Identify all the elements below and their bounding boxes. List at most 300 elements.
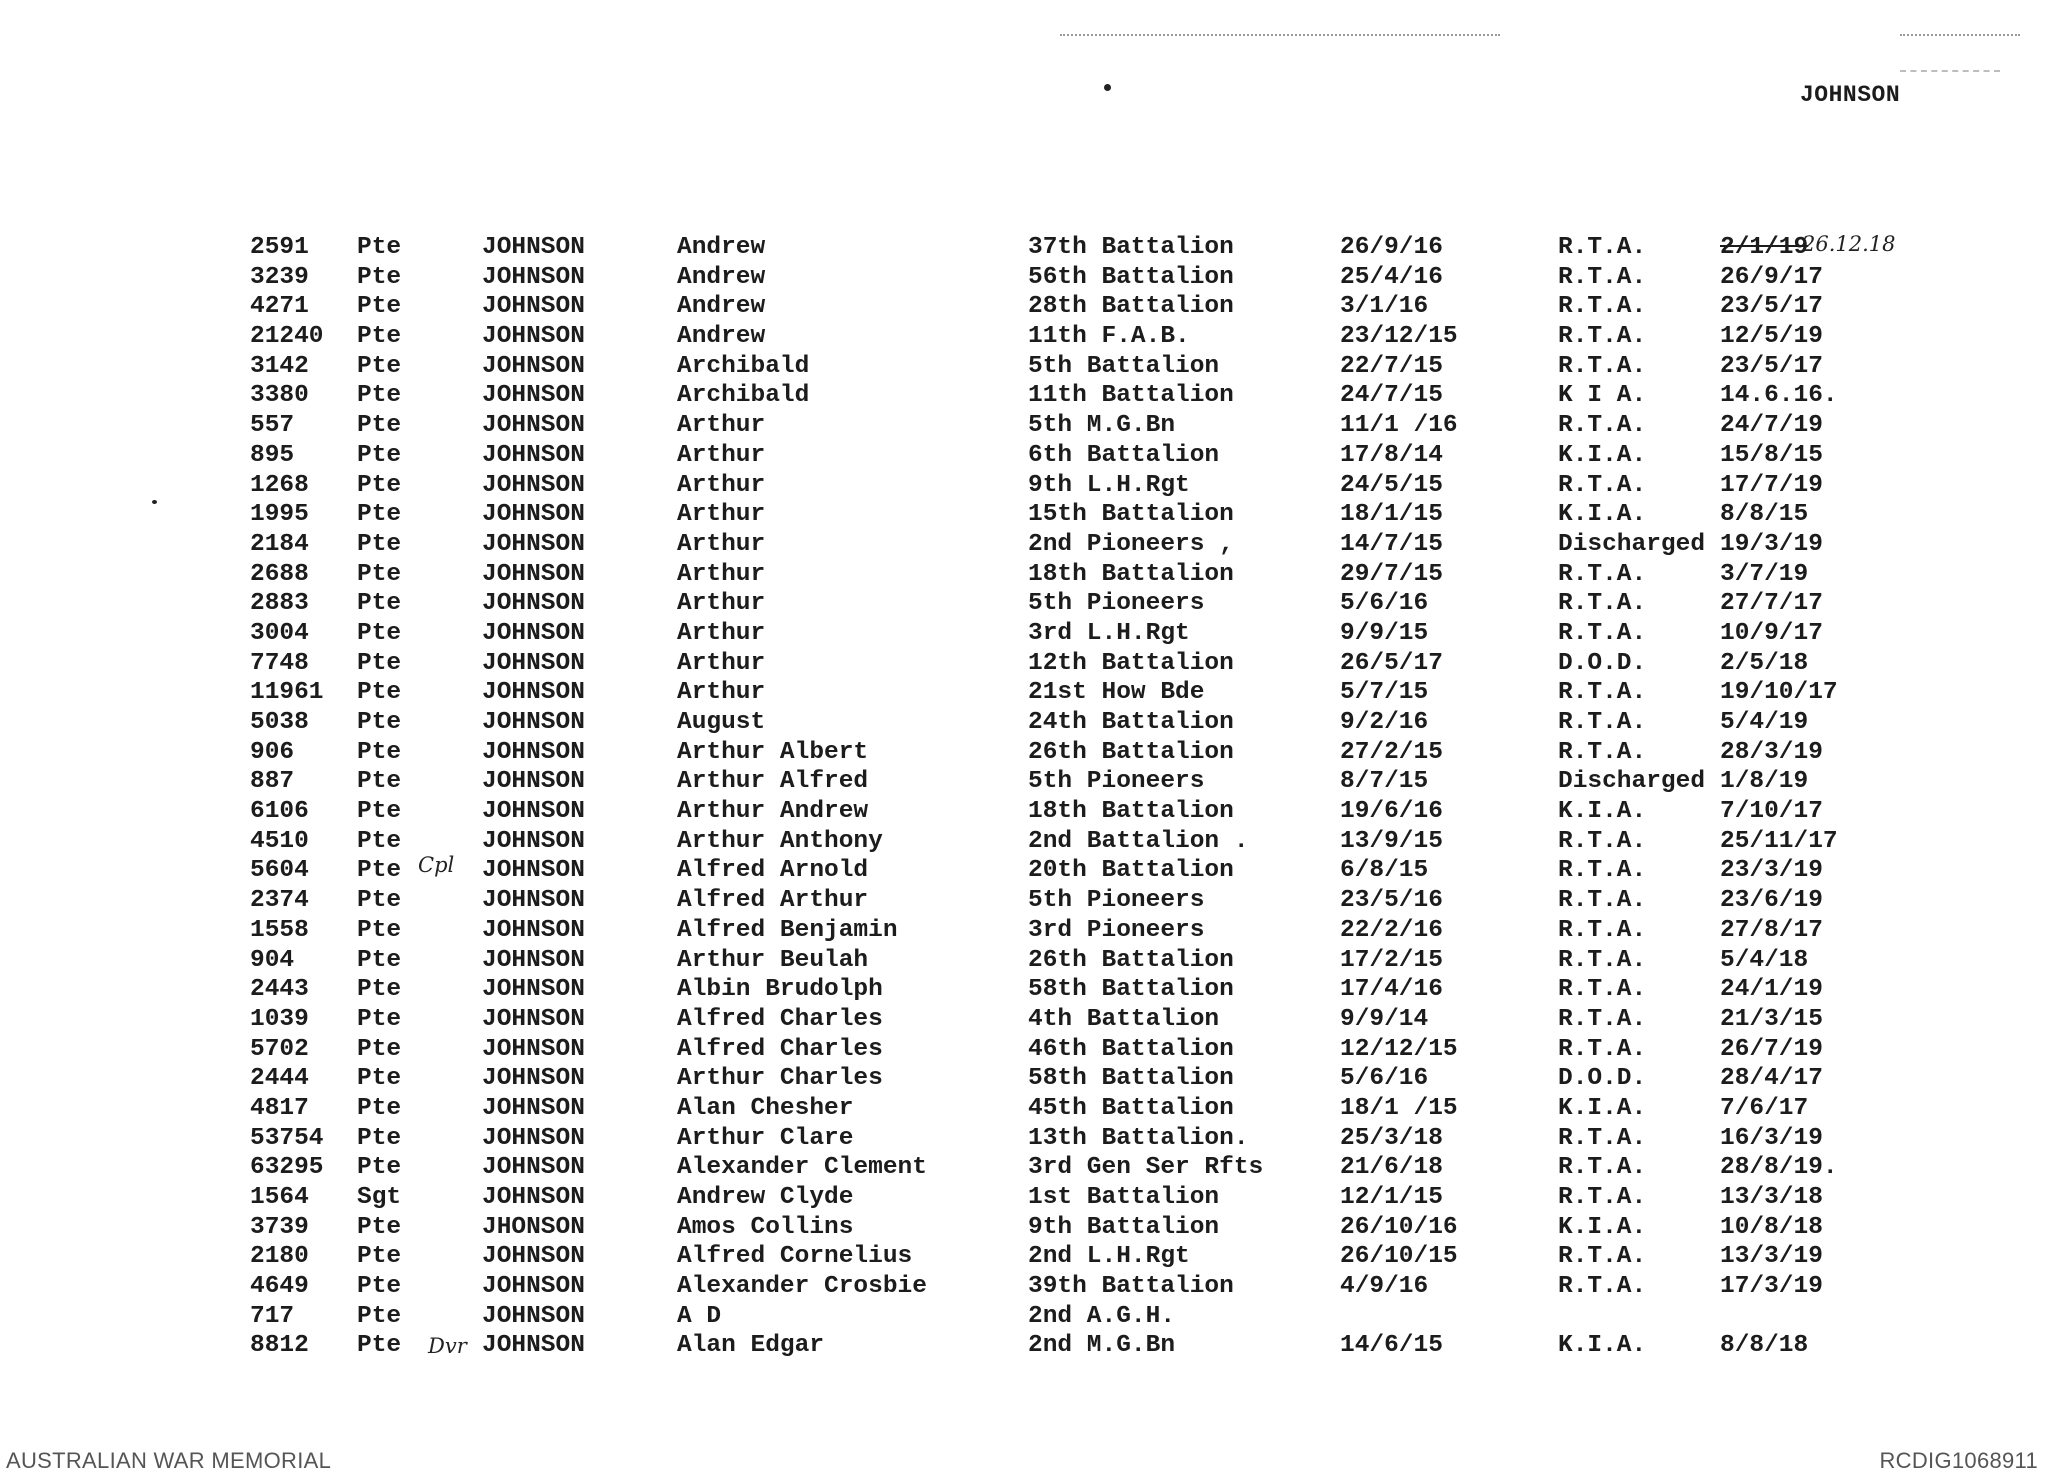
enlistment-date: 29/7/15 (1340, 560, 1443, 588)
enlistment-date: 18/1/15 (1340, 501, 1443, 529)
enlistment-date: 23/12/15 (1340, 323, 1458, 351)
fate: K.I.A. (1558, 501, 1647, 529)
table-row (250, 1006, 2020, 1036)
rank: Pte (357, 1273, 402, 1301)
rank: Pte (357, 1332, 402, 1360)
table-row (250, 353, 2020, 383)
table-row (250, 501, 2020, 531)
unit: 11th F.A.B. (1028, 323, 1190, 351)
table-row (250, 679, 2020, 709)
unit: 5th Pioneers (1028, 590, 1205, 618)
table-row (250, 1095, 2020, 1125)
surname: JOHNSON (482, 679, 585, 707)
service-number: 8812 (250, 1332, 309, 1360)
unit: 5th Pioneers (1028, 887, 1205, 915)
given-names: Alan Edgar (677, 1332, 825, 1360)
fate: R.T.A. (1558, 471, 1647, 499)
rank: Pte (357, 1035, 402, 1063)
fate: R.T.A. (1558, 412, 1647, 440)
unit: 3rd Pioneers (1028, 916, 1205, 944)
fate: R.T.A. (1558, 827, 1647, 855)
enlistment-date: 26/10/16 (1340, 1213, 1458, 1241)
surname: JOHNSON (482, 263, 585, 291)
service-number: 2443 (250, 976, 309, 1004)
fate: R.T.A. (1558, 619, 1647, 647)
surname: JOHNSON (482, 798, 585, 826)
given-names: Andrew (677, 234, 766, 261)
table-row (250, 798, 2020, 828)
surname: JOHNSON (482, 619, 585, 647)
fate: K.I.A. (1558, 1332, 1647, 1360)
service-record-list (250, 234, 2020, 1362)
given-names: Alfred Cornelius (677, 1243, 913, 1271)
table-row (250, 382, 2020, 412)
rank: Pte (357, 471, 402, 499)
fate-date: 26/9/17 (1720, 263, 1823, 291)
fate-date: 1/8/19 (1720, 768, 1809, 796)
rank: Pte (357, 798, 402, 826)
enlistment-date: 12/12/15 (1340, 1035, 1458, 1063)
table-row (250, 887, 2020, 917)
fate: R.T.A. (1558, 234, 1647, 261)
fate: R.T.A. (1558, 1243, 1647, 1271)
enlistment-date: 13/9/15 (1340, 827, 1443, 855)
surname: JOHNSON (482, 1243, 585, 1271)
fate: R.T.A. (1558, 1035, 1647, 1063)
fate: R.T.A. (1558, 857, 1647, 885)
fate-date: 28/3/19 (1720, 738, 1823, 766)
enlistment-date: 17/8/14 (1340, 441, 1443, 469)
rank: Pte (357, 323, 402, 351)
fate-date: 19/10/17 (1720, 679, 1838, 707)
unit: 6th Battalion (1028, 441, 1220, 469)
rank: Pte (357, 501, 402, 529)
surname: JOHNSON (482, 857, 585, 885)
service-number: 3239 (250, 263, 309, 291)
given-names: Andrew (677, 293, 766, 321)
surname: JOHNSON (482, 1035, 585, 1063)
surname: JOHNSON (482, 946, 585, 974)
surname: JOHNSON (482, 1184, 585, 1211)
given-names: Alfred Charles (677, 1035, 883, 1063)
service-number: 895 (250, 441, 295, 469)
service-number: 4817 (250, 1094, 309, 1122)
fate: R.T.A. (1558, 323, 1647, 351)
unit: 58th Battalion (1028, 1065, 1234, 1093)
surname: JOHNSON (482, 738, 585, 766)
fate: Discharged (1558, 530, 1706, 558)
table-row (250, 1154, 2020, 1184)
rank: Pte (357, 1005, 402, 1033)
surname: JOHNSON (482, 352, 585, 380)
service-number: 1039 (250, 1005, 309, 1033)
given-names: Archibald (677, 382, 810, 410)
fate-date: 3/7/19 (1720, 560, 1809, 588)
fate-date: 2/5/18 (1720, 649, 1809, 677)
given-names: A D (677, 1302, 722, 1330)
rank: Pte (357, 1154, 402, 1182)
given-names: Arthur (677, 619, 766, 647)
given-names: Alan Chesher (677, 1094, 854, 1122)
unit: 5th Pioneers (1028, 768, 1205, 796)
table-row (250, 264, 2020, 294)
given-names: Arthur (677, 560, 766, 588)
fate: K.I.A. (1558, 441, 1647, 469)
service-number: 53754 (250, 1124, 324, 1152)
fate-date: 17/7/19 (1720, 471, 1823, 499)
fate: R.T.A. (1558, 293, 1647, 321)
rank: Sgt (357, 1184, 402, 1211)
rank: Pte (357, 263, 402, 291)
service-number: 906 (250, 738, 295, 766)
enlistment-date: 14/7/15 (1340, 530, 1443, 558)
service-number: 557 (250, 412, 295, 440)
rank: Pte (357, 768, 402, 796)
fate: K.I.A. (1558, 1213, 1647, 1241)
enlistment-date: 18/1 /15 (1340, 1094, 1458, 1122)
table-row (250, 1184, 2020, 1214)
fate-date: 16/3/19 (1720, 1124, 1823, 1152)
given-names: Alfred Arthur (677, 887, 869, 915)
table-row (250, 828, 2020, 858)
table-row (250, 472, 2020, 502)
unit: 9th Battalion (1028, 1213, 1220, 1241)
fate-date: 27/7/17 (1720, 590, 1823, 618)
rank: Pte (357, 946, 402, 974)
enlistment-date: 5/6/16 (1340, 1065, 1429, 1093)
rank: Pte (357, 827, 402, 855)
fate-date: 26/7/19 (1720, 1035, 1823, 1063)
fate-date: 13/3/19 (1720, 1243, 1823, 1271)
enlistment-date: 25/4/16 (1340, 263, 1443, 291)
given-names: Alexander Crosbie (677, 1273, 927, 1301)
surname: JOHNSON (482, 441, 585, 469)
unit: 5th M.G.Bn (1028, 412, 1176, 440)
given-names: Arthur Charles (677, 1065, 883, 1093)
table-row (250, 531, 2020, 561)
ink-speck (152, 500, 157, 504)
service-number: 887 (250, 768, 295, 796)
enlistment-date: 14/6/15 (1340, 1332, 1443, 1360)
enlistment-date: 22/7/15 (1340, 352, 1443, 380)
table-row (250, 1214, 2020, 1244)
fate-date: 19/3/19 (1720, 530, 1823, 558)
unit: 2nd L.H.Rgt (1028, 1243, 1190, 1271)
fate-date: 25/11/17 (1720, 827, 1838, 855)
fate: R.T.A. (1558, 976, 1647, 1004)
footer-archive-name: AUSTRALIAN WAR MEMORIAL (6, 1448, 332, 1473)
table-row (250, 561, 2020, 591)
service-number: 4271 (250, 293, 309, 321)
fate-date: 23/5/17 (1720, 293, 1823, 321)
table-row (250, 442, 2020, 472)
service-number: 6106 (250, 798, 309, 826)
fate: R.T.A. (1558, 738, 1647, 766)
fate: R.T.A. (1558, 1005, 1647, 1033)
fate: R.T.A. (1558, 1124, 1647, 1152)
surname: JOHNSON (482, 709, 585, 736)
fate-date: 24/1/19 (1720, 976, 1823, 1004)
given-names: Arthur Anthony (677, 827, 883, 855)
given-names: Alfred Benjamin (677, 916, 898, 944)
given-names: Archibald (677, 352, 810, 380)
surname: JOHNSON (482, 1332, 585, 1360)
given-names: Albin Brudolph (677, 976, 883, 1004)
fate: D.O.D. (1558, 649, 1647, 677)
handwritten-annotation: Dvr (428, 1334, 467, 1359)
rank: Pte (357, 738, 402, 766)
enlistment-date: 5/7/15 (1340, 679, 1429, 707)
enlistment-date: 3/1/16 (1340, 293, 1429, 321)
surname: JOHNSON (482, 916, 585, 944)
top-dashed-rule-right (1900, 70, 2000, 72)
fate-date: 23/5/17 (1720, 352, 1823, 380)
given-names: Amos Collins (677, 1213, 854, 1241)
fate-date: 10/9/17 (1720, 619, 1823, 647)
rank: Pte (357, 590, 402, 618)
fate-date: 17/3/19 (1720, 1273, 1823, 1301)
given-names: Alfred Arnold (677, 857, 869, 885)
surname: JOHNSON (482, 976, 585, 1004)
rank: Pte (357, 293, 402, 321)
given-names: Arthur (677, 412, 766, 440)
surname: JOHNSON (482, 649, 585, 677)
fate: R.T.A. (1558, 1154, 1647, 1182)
rank: Pte (357, 619, 402, 647)
rank: Pte (357, 1124, 402, 1152)
given-names: Arthur Alfred (677, 768, 869, 796)
enlistment-date: 11/1 /16 (1340, 412, 1458, 440)
given-names: Arthur (677, 471, 766, 499)
fate-date: 7/10/17 (1720, 798, 1823, 826)
surname: JOHNSON (482, 590, 585, 618)
fate-date: 28/8/19. (1720, 1154, 1838, 1182)
given-names: Andrew Clyde (677, 1184, 854, 1211)
table-row (250, 1065, 2020, 1095)
fate: R.T.A. (1558, 946, 1647, 974)
rank: Pte (357, 1243, 402, 1271)
surname: JOHNSON (482, 1302, 585, 1330)
rank: Pte (357, 1094, 402, 1122)
service-number: 3004 (250, 619, 309, 647)
service-number: 63295 (250, 1154, 324, 1182)
table-row (250, 1332, 2020, 1362)
surname: JOHNSON (482, 768, 585, 796)
surname: JOHNSON (482, 530, 585, 558)
service-number: 904 (250, 946, 295, 974)
rank: Pte (357, 234, 402, 261)
surname: JOHNSON (482, 501, 585, 529)
surname: JOHNSON (482, 560, 585, 588)
enlistment-date: 24/7/15 (1340, 382, 1443, 410)
table-row (250, 853, 2020, 887)
fate-date: 23/6/19 (1720, 887, 1823, 915)
enlistment-date: 27/2/15 (1340, 738, 1443, 766)
fate: K.I.A. (1558, 798, 1647, 826)
unit: 5th Battalion (1028, 352, 1220, 380)
footer-record-id: RCDIG1068911 (1879, 1448, 2038, 1473)
table-row (250, 620, 2020, 650)
fate-date: 8/8/15 (1720, 501, 1809, 529)
fate-date: 5/4/18 (1720, 946, 1809, 974)
enlistment-date: 22/2/16 (1340, 916, 1443, 944)
rank: Pte (357, 857, 402, 885)
service-number: 717 (250, 1302, 295, 1330)
unit: 58th Battalion (1028, 976, 1234, 1004)
surname: JOHNSON (482, 887, 585, 915)
surname: JOHNSON (482, 1065, 585, 1093)
fate-date: 8/8/18 (1720, 1332, 1809, 1360)
table-row (250, 293, 2020, 323)
unit: 39th Battalion (1028, 1273, 1234, 1301)
fate-date: 5/4/19 (1720, 709, 1809, 736)
service-number: 3739 (250, 1213, 309, 1241)
handwritten-annotation: 26.12.18 (1802, 232, 1896, 256)
rank: Pte (357, 560, 402, 588)
enlistment-date: 23/5/16 (1340, 887, 1443, 915)
given-names: Arthur Beulah (677, 946, 869, 974)
rank: Pte (357, 1065, 402, 1093)
fate: K.I.A. (1558, 1094, 1647, 1122)
table-row (250, 709, 2020, 739)
table-row (250, 739, 2020, 769)
fate-date: 28/4/17 (1720, 1065, 1823, 1093)
given-names: Arthur (677, 649, 766, 677)
given-names: Arthur Andrew (677, 798, 869, 826)
fate: R.T.A. (1558, 560, 1647, 588)
service-number: 5604 (250, 857, 309, 885)
unit: 2nd M.G.Bn (1028, 1332, 1176, 1360)
fate-date: 23/3/19 (1720, 857, 1823, 885)
fate: R.T.A. (1558, 352, 1647, 380)
service-number: 2184 (250, 530, 309, 558)
fate-date: 13/3/18 (1720, 1184, 1823, 1211)
unit: 2nd Battalion . (1028, 827, 1249, 855)
enlistment-date: 19/6/16 (1340, 798, 1443, 826)
given-names: Andrew (677, 263, 766, 291)
enlistment-date: 9/2/16 (1340, 709, 1429, 736)
table-row (250, 947, 2020, 977)
handwritten-annotation: Cpl (418, 853, 455, 878)
table-row (250, 1273, 2020, 1303)
fate: D.O.D. (1558, 1065, 1647, 1093)
rank: Pte (357, 530, 402, 558)
given-names: August (677, 709, 766, 736)
rank: Pte (357, 887, 402, 915)
rank: Pte (357, 916, 402, 944)
unit: 24th Battalion (1028, 709, 1234, 736)
given-names: Arthur Clare (677, 1124, 854, 1152)
service-number: 1558 (250, 916, 309, 944)
unit: 46th Battalion (1028, 1035, 1234, 1063)
enlistment-date: 25/3/18 (1340, 1124, 1443, 1152)
table-row (250, 234, 2020, 264)
rank: Pte (357, 679, 402, 707)
fate: R.T.A. (1558, 1273, 1647, 1301)
unit: 11th Battalion (1028, 382, 1234, 410)
enlistment-date: 26/9/16 (1340, 234, 1443, 261)
service-number: 11961 (250, 679, 324, 707)
fate: K I A. (1558, 382, 1647, 410)
unit: 2nd Pioneers , (1028, 530, 1234, 558)
unit: 37th Battalion (1028, 234, 1234, 261)
unit: 12th Battalion (1028, 649, 1234, 677)
enlistment-date: 8/7/15 (1340, 768, 1429, 796)
unit: 9th L.H.Rgt (1028, 471, 1190, 499)
service-number: 4510 (250, 827, 309, 855)
unit: 3rd L.H.Rgt (1028, 619, 1190, 647)
service-number: 2688 (250, 560, 309, 588)
table-row (250, 917, 2020, 947)
service-number: 1268 (250, 471, 309, 499)
rank: Pte (357, 441, 402, 469)
surname: JOHNSON (482, 234, 585, 261)
unit: 2nd A.G.H. (1028, 1302, 1176, 1330)
unit: 3rd Gen Ser Rfts (1028, 1154, 1264, 1182)
surname: JOHNSON (482, 1154, 585, 1182)
top-dotted-rule (1060, 34, 1500, 36)
table-row (250, 323, 2020, 353)
service-number: 2883 (250, 590, 309, 618)
enlistment-date: 4/9/16 (1340, 1273, 1429, 1301)
service-number: 4649 (250, 1273, 309, 1301)
enlistment-date: 17/2/15 (1340, 946, 1443, 974)
table-row (250, 1036, 2020, 1066)
surname: JOHNSON (482, 1094, 585, 1122)
fate: R.T.A. (1558, 887, 1647, 915)
fate: R.T.A. (1558, 709, 1647, 736)
surname: JOHNSON (482, 1005, 585, 1033)
given-names: Arthur (677, 590, 766, 618)
unit: 1st Battalion (1028, 1184, 1220, 1211)
enlistment-date: 5/6/16 (1340, 590, 1429, 618)
surname: JOHNSON (482, 1124, 585, 1152)
enlistment-date: 24/5/15 (1340, 471, 1443, 499)
enlistment-date: 26/5/17 (1340, 649, 1443, 677)
fate-date: 21/3/15 (1720, 1005, 1823, 1033)
unit: 18th Battalion (1028, 560, 1234, 588)
given-names: Alexander Clement (677, 1154, 927, 1182)
rank: Pte (357, 352, 402, 380)
fate-date: 27/8/17 (1720, 916, 1823, 944)
unit: 21st How Bde (1028, 679, 1205, 707)
fate-date: 7/6/17 (1720, 1094, 1809, 1122)
service-number: 1564 (250, 1184, 309, 1211)
service-number: 3142 (250, 352, 309, 380)
unit: 45th Battalion (1028, 1094, 1234, 1122)
table-row (250, 412, 2020, 442)
rank: Pte (357, 709, 402, 736)
given-names: Alfred Charles (677, 1005, 883, 1033)
fate: R.T.A. (1558, 263, 1647, 291)
fate-date: 14.6.16. (1720, 382, 1838, 410)
unit: 20th Battalion (1028, 857, 1234, 885)
service-number: 5702 (250, 1035, 309, 1063)
fate: R.T.A. (1558, 1184, 1647, 1211)
enlistment-date: 17/4/16 (1340, 976, 1443, 1004)
service-number: 2591 (250, 234, 309, 261)
enlistment-date: 12/1/15 (1340, 1184, 1443, 1211)
surname: JOHNSON (482, 827, 585, 855)
service-number: 2374 (250, 887, 309, 915)
unit: 18th Battalion (1028, 798, 1234, 826)
fate: R.T.A. (1558, 590, 1647, 618)
fate-date: 12/5/19 (1720, 323, 1823, 351)
enlistment-date: 21/6/18 (1340, 1154, 1443, 1182)
service-number: 2180 (250, 1243, 309, 1271)
rank: Pte (357, 1302, 402, 1330)
surname: JOHNSON (482, 412, 585, 440)
